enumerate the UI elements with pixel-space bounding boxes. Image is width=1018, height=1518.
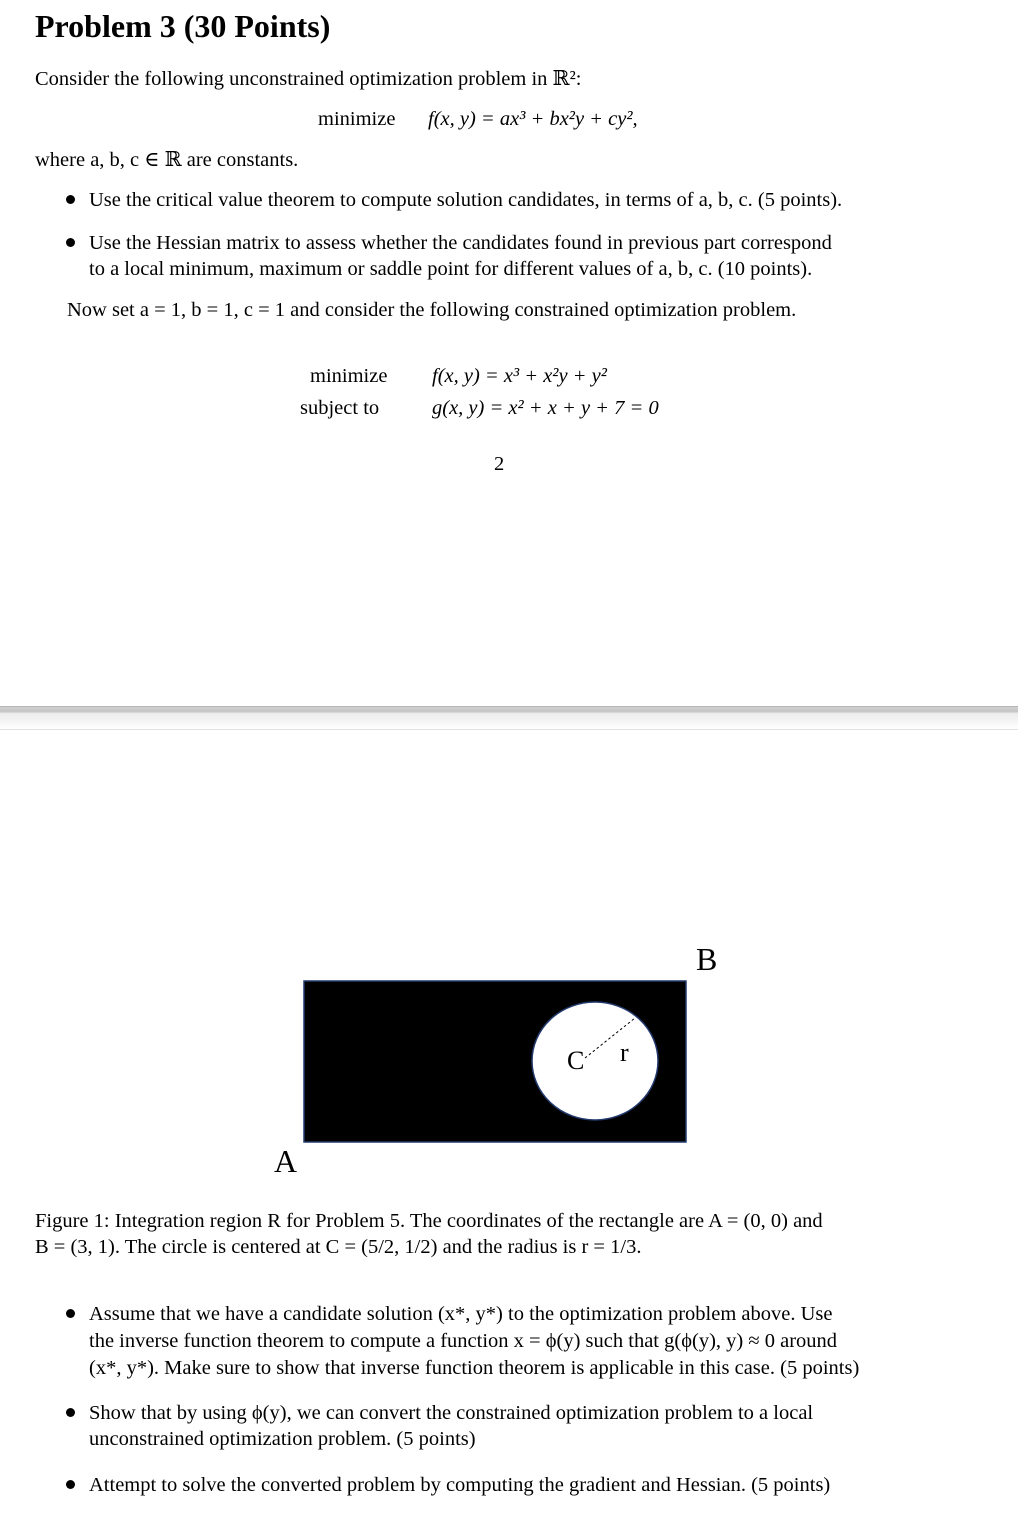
- bullet-icon: [66, 238, 75, 247]
- bullet-inverse-line1: Assume that we have a candidate solution (x*, y*) to the optimization problem above. Use: [89, 1303, 833, 1325]
- intro-text: Consider the following unconstrained optimization problem in ℝ²:: [35, 68, 582, 90]
- bullet-icon: [66, 195, 75, 204]
- bullet-icon: [66, 1309, 75, 1318]
- constants-text: where a, b, c ∈ ℝ are constants.: [35, 149, 299, 171]
- circle-hole: [532, 1002, 658, 1120]
- problem-title: Problem 3 (30 Points): [35, 8, 331, 44]
- integration-region-figure: [0, 930, 1018, 1190]
- bullet-convert-line1: Show that by using ϕ(y), we can convert the constrained optimization problem to a local: [89, 1402, 814, 1424]
- constraint-formula: g(x, y) = x² + x + y + 7 = 0: [432, 397, 659, 419]
- unconstrained-keyword: minimize: [318, 108, 396, 130]
- minimize-label: minimize: [310, 365, 388, 387]
- figure-caption-line2: B = (3, 1). The circle is centered at C = (5/2, 1/2) and the radius is r = 1/3.: [35, 1236, 642, 1258]
- bullet-critical-value: Use the critical value theorem to compute solution candidates, in terms of a, b, c. (5 points).: [89, 189, 843, 211]
- figure-caption-line1: Figure 1: Integration region R for Problem 5. The coordinates of the rectangle are A = (0, 0) and: [35, 1210, 823, 1232]
- page-number: 2: [494, 453, 505, 475]
- bullet-icon: [66, 1408, 75, 1417]
- bullet-icon: [66, 1480, 75, 1489]
- bullet-inverse-line2: the inverse function theorem to compute a function x = ϕ(y) such that g(ϕ(y), y) ≈ 0 around: [89, 1330, 838, 1352]
- bullet-convert-line2: unconstrained optimization problem. (5 points): [89, 1428, 476, 1450]
- bullet-solve: Attempt to solve the converted problem by computing the gradient and Hessian. (5 points): [89, 1474, 831, 1496]
- subject-to-label: subject to: [300, 397, 380, 419]
- label-a: A: [274, 1143, 298, 1179]
- now-set-text: Now set a = 1, b = 1, c = 1 and consider the following constrained optimization problem.: [67, 299, 797, 321]
- bullet-hessian-line1: Use the Hessian matrix to assess whether the candidates found in previous part correspond: [89, 232, 832, 254]
- bullet-hessian-line2: to a local minimum, maximum or saddle point for different values of a, b, c. (10 points).: [89, 258, 813, 280]
- label-b: B: [696, 941, 718, 977]
- objective-formula: f(x, y) = x³ + x²y + y²: [432, 365, 607, 387]
- label-r: r: [620, 1038, 629, 1067]
- page-separator: [0, 706, 1018, 730]
- unconstrained-formula: f(x, y) = ax³ + bx²y + cy²,: [428, 108, 638, 130]
- bullet-inverse-line3: (x*, y*). Make sure to show that inverse function theorem is applicable in this case. (5 points): [89, 1357, 860, 1379]
- label-c: C: [567, 1046, 585, 1075]
